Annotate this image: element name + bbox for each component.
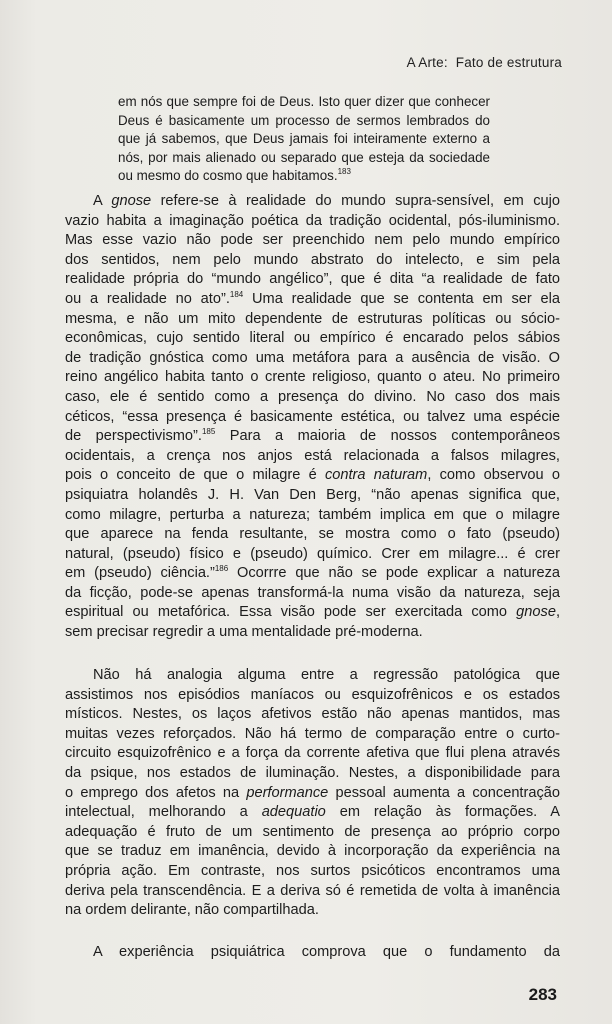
running-head-chapter: Fato de estrutura (455, 55, 562, 70)
running-head-part: A Arte: (406, 55, 448, 70)
text-line: que aparece na fenda resultante, se mostra como o fato (pseudo) (65, 526, 560, 543)
text-line: na ordem delirante, não compartilhada. (65, 902, 319, 919)
text-line: caso, ele é sentido como a presença do divino. No caso dos mais (65, 388, 560, 405)
footnote-ref: 186 (214, 564, 229, 574)
quote-line: ou mesmo do cosmo que habitamos.$^{183}$ (118, 167, 351, 183)
text-line: assistimos nos episódios maníacos ou esquizofrênicos e os estados (65, 686, 560, 703)
text-line: psiquiatra holandês J. H. Van Den Berg, “não apenas significa que, (65, 486, 560, 503)
footnote-ref: 184 (229, 289, 244, 299)
text-line: adequação é fruto de um sentimento de presença ao próprio corpo (65, 823, 560, 840)
text-line: circuito esquizofrênico e a força da corrente afetiva que flui plena através (65, 745, 560, 762)
text-line: em (pseudo) ciência.”$^{186}$ Ocorrre que não se pode explicar a natureza (65, 564, 561, 582)
footnote-ref: 183 (337, 167, 351, 176)
text-line: reino angélico habita tanto o crente religioso, quanto o ateu. No primeiro (65, 369, 560, 386)
text-line: ocidentais, a crença nos anjos está relacionada a falsos milagres, (65, 447, 560, 464)
paragraph-1 (65, 192, 560, 643)
page-number: 283 (528, 985, 557, 1004)
text-line: ou a realidade no ato”.$^{184}$ Uma realidade que se contenta em ser ela (65, 289, 560, 307)
text-line: própria ação. Em contraste, nos surtos psicóticos encontramos uma (65, 862, 560, 879)
text-line: espiritual ou metafórica. Essa visão pode ser exercitada como gnose, (65, 604, 560, 621)
text-line: Não há analogia alguma entre a regressão patológica que (93, 667, 560, 683)
text-line: natural, (pseudo) físico e (pseudo) químico. Crer em milagre... é crer (65, 545, 560, 562)
paragraph-3 (65, 943, 560, 963)
text-line: vazio habita a imaginação poética da tradição ocidental, pós-iluminismo. (65, 212, 560, 229)
text-line: mesma, e não um mito dependente de estruturas políticas ou sócio- (65, 310, 560, 327)
quote-line: nós, por mais alienado ou separado que esteja da sociedade (118, 149, 490, 165)
text-line: realidade própria do “mundo angélico”, que é dita “a realidade de fato (65, 271, 560, 288)
text-line: de perspectivismo”.$^{185}$ Para a maioria de nossos contemporâneos (65, 427, 560, 445)
text-line: da psique, nos estados de iluminação. Nestes, a disponibilidade para (65, 764, 560, 781)
text-line: como milagre, perturba a natureza; também implica em que o milagre (65, 506, 560, 523)
block-quote (118, 93, 490, 186)
text-line: A gnose refere-se à realidade do mundo supra-sensível, em cujo (93, 193, 561, 209)
quote-line: em nós que sempre foi de Deus. Isto quer dizer que conhecer (118, 94, 490, 109)
text-line: céticos, “essa presença é basicamente estética, ou talvez uma espécie (65, 408, 560, 425)
text-line: Mas esse vazio não pode ser preenchido nem pelo mundo empírico (65, 232, 560, 249)
quote-line: Deus é basicamente um processo de sermos lembrados do (118, 112, 490, 128)
text-line: intelectual, melhorando a adequatio em relação às formações. A (65, 804, 561, 821)
text-line: que se traduz em imanência, devido à incorporação da experiência na (65, 843, 560, 860)
text-line: econômicas, cujo sentido literal ou empírico é encarado pelos sábios (65, 330, 560, 347)
text-line: dos sentidos, nem pelo mundo abstrato do intelecto, e sim pela (65, 251, 560, 268)
text-line: místicos. Nestes, os laços afetivos estão não apenas mantidos, mas (65, 706, 560, 723)
paragraph-2 (65, 666, 560, 921)
text-line: o emprego dos afetos na performance pessoal aumenta a concentração (65, 784, 560, 801)
text-line: de tradição gnóstica como uma metáfora para a ausência de visão. O (65, 349, 560, 366)
quote-line: que já sabemos, que Deus jamais foi inteiramente externo a (118, 131, 490, 146)
running-head (407, 55, 562, 70)
footnote-ref: 185 (201, 427, 216, 437)
text-line: deriva pela transcendência. E a deriva só é remetida de volta à imanência (65, 882, 560, 899)
text-line: pois o conceito de que o milagre é contra naturam, como observou o (65, 467, 560, 484)
text-line: muitas vezes reforçados. Não há termo de comparação entre o curto- (65, 725, 560, 742)
text-line: sem precisar regredir a uma mentalidade pré-moderna. (65, 624, 423, 641)
text-line: A experiência psiquiátrica comprova que o fundamento da (93, 944, 560, 960)
text-line: da ficção, pode-se apenas transformá-la numa visão da natureza, seja (65, 584, 560, 601)
